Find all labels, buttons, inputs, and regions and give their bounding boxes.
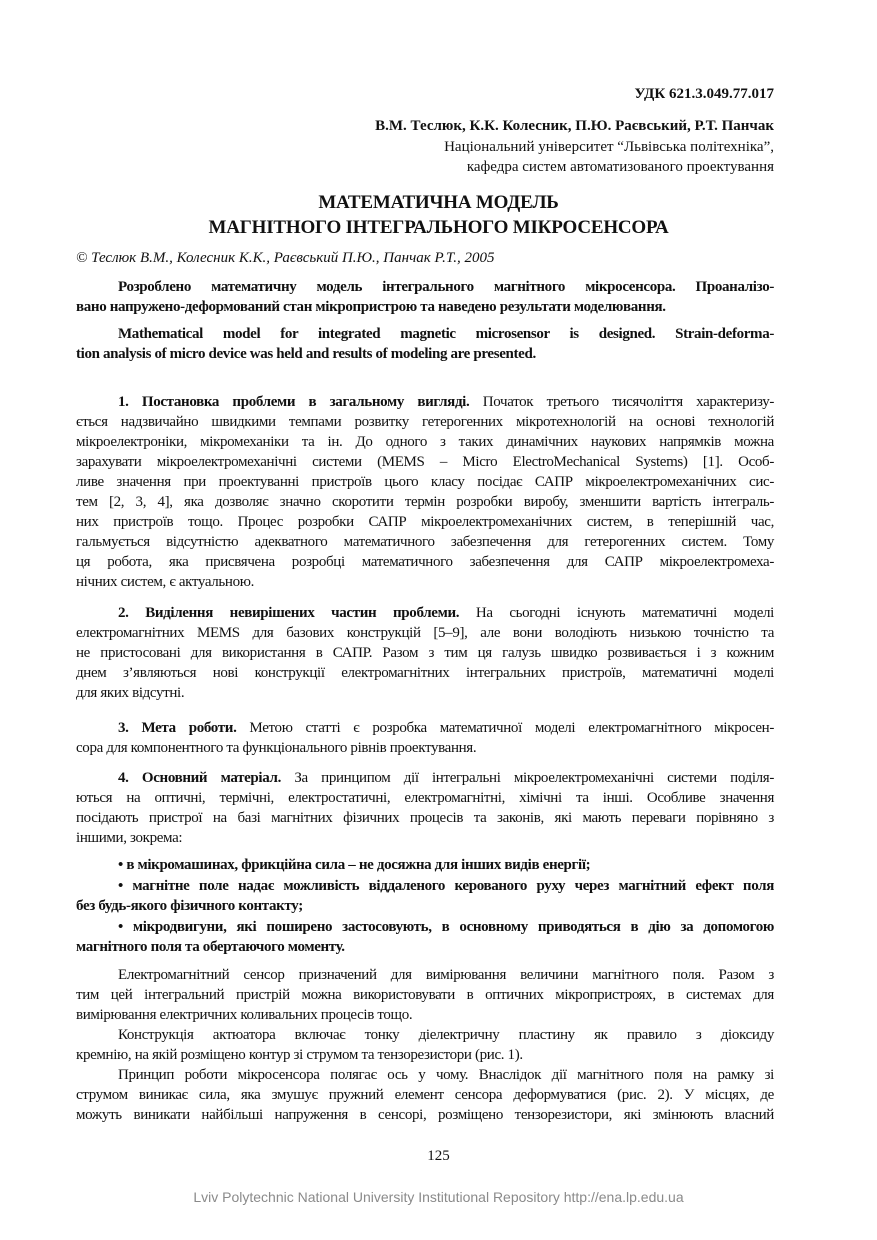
section-4 [76,768,774,848]
paragraph-line [76,788,774,808]
paragraph-line [76,718,774,738]
paragraph-line [76,623,774,643]
bullet-icon: • [118,878,133,894]
line-text: в мікромашинах, фрикційна сила – не досяжна для інших видів енергії; [126,857,591,873]
paragraph-line: можуть виникати найбільші напруження в сенсорі, розміщено тензорезистори, які змінюють власний [76,1107,774,1123]
paper-title-line-1: МАТЕМАТИЧНА МОДЕЛЬ [318,192,559,213]
paragraph-line [76,472,774,492]
abstract-line: tion analysis of micro device was held and results of modeling are presented. [76,346,536,362]
section-heading: 1. Постановка проблеми в загальному вигляді. [118,394,470,410]
paragraph-line: вимірювання електричних коливальних процесів тощо. [76,1007,413,1023]
affiliation-line-1: Національний університет “Львівська політехніка”, [444,139,774,155]
line-text: для яких відсутні. [76,685,185,701]
bullet-line [76,917,774,937]
paragraph-line [76,643,774,663]
line-text: магнітного поля та обертаючого моменту. [76,939,345,955]
line-text: За принципом дії інтегральні мікроелектромеханічні системи поділя- [280,770,774,786]
line-text: мікроелектроніки, мікромеханіки та ін. До одного з таких динамічних наукових напрямків можна [76,434,774,450]
section-heading: 3. Мета роботи. [118,720,237,736]
paper-title-line-2: МАГНІТНОГО ІНТЕГРАЛЬНОГО МІКРОСЕНСОРА [208,217,669,238]
line-text: не пристосовані для використання в САПР. Разом з тим ця галузь швидко розвивається і з кожним [76,645,774,661]
paragraph-line [76,432,774,452]
paragraph-line [76,452,774,472]
abstract-ua [76,277,774,317]
line-text: На сьогодні існують математичні моделі [459,605,774,621]
line-text: них пристроїв тощо. Процес розробки САПР мікроелектромеханічних систем, в теперішній час, [76,514,774,530]
line-text: гальмується відсутністю адекватного математичного забезпечення для гетерогенних систем. Тому [76,534,774,550]
paragraph-line: струмом виникає сила, яка змушує пружний елемент сенсора деформуватися (рис. 2). У місцях, де [76,1087,774,1103]
line-text: сора для компонентного та функціонального рівнів проектування. [76,740,477,756]
copyright: © Теслюк В.М., Колесник К.К., Раєвський П.Ю., Панчак Р.Т., 2005 [76,250,495,266]
paragraph-line [76,492,774,512]
udc-code: УДК 621.3.049.77.017 [634,86,774,102]
paragraph-line [76,532,774,552]
abstract-line: Розроблено математичну модель інтегрального магнітного мікросенсора. Проаналізо- [118,279,774,295]
paragraph-line [76,828,774,848]
section-1 [76,392,774,592]
abstract-line: Mathematical model for integrated magnetic microsensor is designed. Strain-deforma- [118,326,774,342]
paragraph-line [76,552,774,572]
paragraph-line: Принцип роботи мікросенсора полягає ось у чому. Внаслідок дії магнітного поля на рамку зі [118,1067,774,1083]
affiliation-line-2: кафедра систем автоматизованого проектування [466,159,774,175]
bullet-icon: • [118,857,127,873]
paragraph-principle [76,1065,774,1125]
line-text: Початок третього тисячоліття характеризу- [469,394,774,410]
section-heading: 2. Виділення невирішених частин проблеми. [118,605,460,621]
section-heading: 4. Основний матеріал. [118,770,281,786]
line-text: ються на оптичні, термічні, електростатичні, електромагнітні, хімічні та інші. Особливе значення [76,790,774,806]
bullet-line [76,937,774,957]
section-3 [76,718,774,758]
line-text: ця робота, яка присвячена розробці математичного забезпечення для САПР мікроелектромеха- [76,554,774,570]
paragraph-line [76,412,774,432]
bullet-line [76,876,774,896]
paragraph-line [76,572,774,592]
line-text: зарахувати мікроелектромеханічні системи (MEMS – Micro ElectroMechanical Systems) [1]. Особ- [76,454,774,470]
line-text: магнітне поле надає можливість віддаленого керованого руху через магнітний ефект поля [132,878,774,894]
paragraph-line [76,768,774,788]
bullet-list [76,855,774,957]
line-text: нічних систем, є актуальною. [76,574,254,590]
authors: В.М. Теслюк, К.К. Колесник, П.Ю. Раєвський, Р.Т. Панчак [375,118,774,134]
line-text: без будь-якого фізичного контакту; [76,898,303,914]
bullet-line [76,855,774,875]
line-text: мікродвигуни, які поширено застосовують, в основному приводяться в дію за допомогою [132,919,774,935]
abstract-en [76,324,774,364]
line-text: днем з’являються нові конструкції електромагнітних інтегральних пристроїв, математичні моделі [76,665,774,681]
paragraph-line [76,738,774,758]
line-text: посідають пристрої на базі магнітних фізичних процесів та законів, які мають переваги порівняно з [76,810,774,826]
paragraph-line: тим цей інтегральний пристрій можна використовувати в оптичних мікропристроях, в системах для [76,987,774,1003]
line-text: Метою статті є розробка математичної моделі електромагнітного мікросен- [236,720,774,736]
paragraph-line [76,663,774,683]
section-2 [76,603,774,703]
paragraph-line: кремнію, на якій розміщено контур зі струмом та тензорезистори (рис. 1). [76,1047,523,1063]
bullet-line [76,896,774,916]
paragraph-line [76,392,774,412]
paragraph-line [76,603,774,623]
line-text: ливе значення при проектуванні пристроїв цього класу посідає САПР мікроелектромеханічних сис- [76,474,774,490]
bullet-icon: • [118,919,133,935]
repository-footer: Lviv Polytechnic National University Institutional Repository http://ena.lp.edu.ua [193,1189,684,1205]
abstract-line: вано напружено-деформований стан мікропристрою та наведено результати моделювання. [76,299,666,315]
line-text: іншими, зокрема: [76,830,183,846]
line-text: тем [2, 3, 4], яка дозволяє значно скоротити термін розробки виробу, зменшити вартість інтеграль- [76,494,774,510]
paragraph-actuator [76,1025,774,1065]
line-text: ється надзвичайно швидкими темпами розвитку гетерогенних мікротехнологій на основі технологій [76,414,774,430]
paragraph-line [76,683,774,703]
paragraph-sensor [76,965,774,1025]
paragraph-line: Конструкція актюатора включає тонку діелектричну пластину як правило з діоксиду [118,1027,774,1043]
line-text: електромагнітних MEMS для базових конструкцій [5–9], але вони володіють низькою точністю та [76,625,774,641]
page-number: 125 [427,1148,450,1164]
paragraph-line [76,512,774,532]
paragraph-line: Електромагнітний сенсор призначений для вимірювання величини магнітного поля. Разом з [118,967,774,983]
paragraph-line [76,808,774,828]
